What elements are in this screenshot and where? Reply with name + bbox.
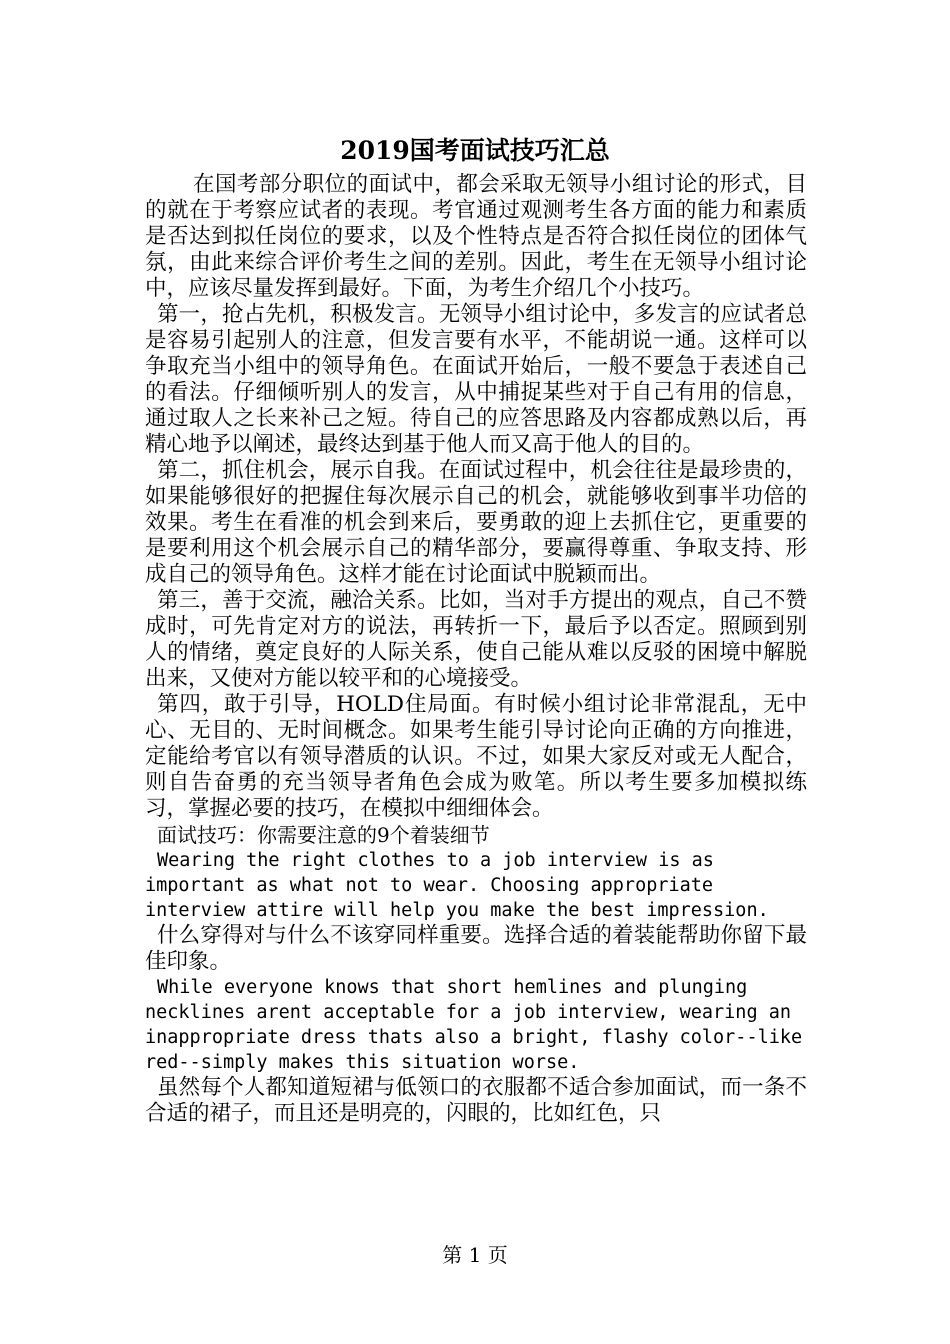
english-paragraph-2: While everyone knows that short hemlines and plunging necklines arent acceptable for a job interview, wearing an inappropriate dress thats also a bright, flashy color--like red--simply makes this situation worse. (145, 977, 803, 1073)
section-heading: 面试技巧：你需要注意的9个着装细节 (157, 823, 490, 847)
page-number: 第 1 页 (442, 1243, 508, 1267)
tip-3-paragraph: 第三，善于交流，融洽关系。比如，当对手方提出的观点，自己不赞成时，可先肯定对方的说法，再转折一下，最后予以否定。照顾到别人的情绪，奠定良好的人际关系，使自己能从难以反驳的困境中解脱出来，又使对方能以较平和的心境接受。 (145, 588, 807, 691)
tip-1-paragraph: 第一，抢占先机，积极发言。无领导小组讨论中，多发言的应试者总是容易引起别人的注意，但发言要有水平，不能胡说一通。这样可以争取充当小组中的领导角色。在面试开始后，一般不要急于表述自己的看法。仔细倾听别人的发言，从中捕捉某些对于自己有用的信息，通过取人之长来补己之短。待自己的应答思路及内容都成熟以后，再精心地予以阐述，最终达到基于他人而又高于他人的目的。 (145, 302, 807, 457)
document-body (145, 172, 807, 1127)
english-paragraph-1: Wearing the right clothes to a job interview is as important as what not to wear. Choosing appropriate interview attire will help you make the best impression. (145, 850, 769, 921)
tip-4-paragraph: 第四，敢于引导，HOLD住局面。有时候小组讨论非常混乱，无中心、无目的、无时间概念。如果考生能引导讨论向正确的方向推进，定能给考官以有领导潜质的认识。不过，如果大家反对或无人配合，则自告奋勇的充当领导者角色会成为败笔。所以考生要多加模拟练习，掌握必要的技巧，在模拟中细细体会。 (145, 692, 807, 821)
document-title: 2019国考面试技巧汇总 (340, 136, 610, 165)
chinese-translation-2: 虽然每个人都知道短裙与低领口的衣服都不适合参加面试，而一条不合适的裙子，而且还是明亮的，闪眼的，比如红色，只 (145, 1075, 807, 1126)
tip-2-paragraph: 第二，抓住机会，展示自我。在面试过程中，机会往往是最珍贵的，如果能够很好的把握住每次展示自己的机会，就能够收到事半功倍的效果。考生在看准的机会到来后，要勇敢的迎上去抓住它，更重要的是要利用这个机会展示自己的精华部分，要赢得尊重、争取支持、形成自己的领导角色。这样才能在讨论面试中脱颖而出。 (145, 458, 807, 587)
intro-paragraph: 在国考部分职位的面试中，都会采取无领导小组讨论的形式，目的就在于考察应试者的表现。考官通过观测考生各方面的能力和素质是否达到拟任岗位的要求，以及个性特点是否符合拟任岗位的团体气氛，由此来综合评价考生之间的差别。因此，考生在无领导小组讨论中，应该尽量发挥到最好。下面，为考生介绍几个小技巧。 (145, 172, 807, 301)
chinese-translation-1: 什么穿得对与什么不该穿同样重要。选择合适的着装能帮助你留下最佳印象。 (145, 923, 807, 974)
